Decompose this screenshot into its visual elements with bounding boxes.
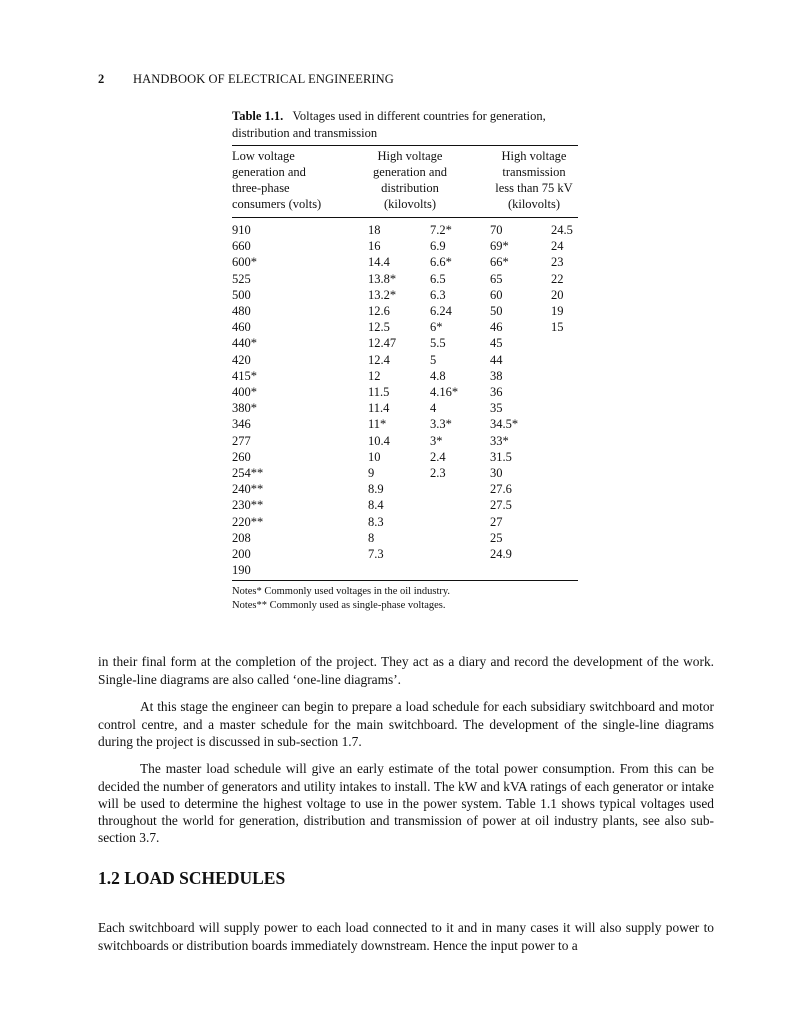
cell-hv-distribution-a: 10.4 — [368, 433, 390, 448]
cell-hv-distribution-a: 12.4 — [368, 352, 390, 367]
cell-hv-transmission-b: 15 — [551, 320, 564, 335]
cell-low-voltage: 277 — [232, 433, 251, 448]
cell-hv-distribution-a: 8.9 — [368, 482, 384, 497]
cell-hv-distribution-a: 8.4 — [368, 498, 384, 513]
cell-low-voltage: 525 — [232, 271, 251, 286]
cell-hv-distribution-b: 5.5 — [430, 336, 446, 351]
cell-hv-distribution-a: 13.8* — [368, 271, 397, 286]
cell-low-voltage: 480 — [232, 304, 251, 318]
cell-hv-distribution-a: 7.3 — [368, 547, 384, 561]
cell-hv-transmission-a: 31.5 — [490, 449, 512, 464]
column-header-hv-transmission — [482, 148, 586, 212]
cell-hv-transmission-a: 30 — [490, 466, 503, 480]
cell-hv-transmission-a: 25 — [490, 530, 503, 545]
cell-hv-distribution-a: 11.4 — [368, 401, 390, 416]
cell-hv-distribution-a: 8 — [368, 530, 375, 545]
cell-hv-transmission-a: 35 — [490, 401, 503, 416]
cell-hv-transmission-a: 27.5 — [490, 498, 512, 513]
table-notes — [232, 585, 450, 613]
cell-hv-distribution-b: 3* — [430, 433, 443, 448]
column-header-line: High voltage — [501, 149, 567, 163]
cell-low-voltage: 230** — [232, 498, 264, 513]
cell-low-voltage: 440* — [232, 336, 257, 351]
column-header-line: three-phase — [232, 181, 290, 195]
column-header-line: generation and — [232, 165, 306, 179]
cell-hv-distribution-b: 6.3 — [430, 287, 446, 302]
column-header-low-voltage — [232, 148, 362, 212]
table-caption-text: Voltages used in different countries for generation, distribution and transmission — [232, 109, 546, 140]
cell-hv-distribution-a: 9 — [368, 466, 375, 480]
body-paragraph: The master load schedule will give an early estimate of the total power consumption. From this can be decided the number of generators and utility intakes to install. The kW and kVA ratings of each generator or intake will be used to determine the highest voltage to use in the power system. Table 1.1 shows typical voltages used throughout the world for generation, distribution and transmission of power at oil industry plants, see also sub-section 3.7. — [98, 761, 714, 846]
cell-hv-transmission-b: 20 — [551, 287, 564, 302]
cell-hv-distribution-a: 12.47 — [368, 336, 397, 351]
cell-low-voltage: 500 — [232, 287, 251, 302]
column-header-line: transmission — [502, 165, 566, 179]
cell-low-voltage: 208 — [232, 530, 251, 545]
cell-low-voltage: 260 — [232, 449, 251, 464]
cell-hv-distribution-a: 16 — [368, 239, 381, 254]
cell-hv-transmission-a: 24.9 — [490, 547, 512, 561]
column-header-line: distribution — [381, 181, 439, 195]
running-title: HANDBOOK OF ELECTRICAL ENGINEERING — [133, 72, 394, 86]
cell-hv-transmission-a: 70 — [490, 223, 503, 237]
cell-hv-distribution-b: 2.3 — [430, 466, 446, 480]
table-header-rule — [232, 217, 578, 218]
cell-low-voltage: 415* — [232, 368, 257, 383]
cell-hv-distribution-a: 11* — [368, 417, 387, 432]
cell-hv-distribution-a: 11.5 — [368, 385, 390, 399]
cell-hv-transmission-b: 24.5 — [551, 223, 573, 237]
column-header-line: less than 75 kV — [495, 181, 573, 195]
cell-low-voltage: 660 — [232, 239, 251, 254]
cell-low-voltage: 910 — [232, 223, 251, 237]
cell-hv-distribution-a: 8.3 — [368, 514, 384, 529]
cell-hv-distribution-a: 18 — [368, 223, 381, 237]
cell-hv-transmission-a: 38 — [490, 368, 503, 383]
body-paragraph: in their final form at the completion of the project. They act as a diary and record the development of the work. Single-line diagrams are also called ‘one-line diagrams’. — [98, 654, 714, 687]
cell-hv-distribution-b: 4.16* — [430, 385, 459, 399]
cell-low-voltage: 190 — [232, 563, 251, 578]
cell-hv-transmission-a: 33* — [490, 433, 509, 448]
table-note: Notes* Commonly used voltages in the oil industry. — [232, 586, 451, 597]
cell-hv-distribution-b: 4.8 — [430, 368, 446, 383]
cell-hv-distribution-b: 6.5 — [430, 271, 446, 286]
cell-low-voltage: 220** — [232, 514, 264, 529]
cell-hv-transmission-a: 50 — [490, 304, 503, 318]
column-header-line: Low voltage — [232, 149, 295, 163]
cell-hv-distribution-b: 7.2* — [430, 223, 452, 237]
cell-hv-distribution-b: 3.3* — [430, 417, 452, 432]
table-top-rule — [232, 145, 578, 146]
cell-hv-distribution-b: 4 — [430, 401, 437, 416]
cell-hv-transmission-b: 24 — [551, 239, 564, 254]
cell-hv-transmission-a: 65 — [490, 271, 503, 286]
column-header-line: High voltage — [377, 149, 443, 163]
cell-low-voltage: 240** — [232, 482, 264, 497]
cell-hv-transmission-b: 23 — [551, 255, 564, 270]
column-header-line: (kilovolts) — [507, 197, 561, 211]
table-note: Notes** Commonly used as single-phase voltages. — [232, 600, 446, 611]
cell-hv-distribution-a: 12 — [368, 368, 381, 383]
cell-hv-distribution-a: 13.2* — [368, 287, 397, 302]
cell-hv-distribution-a: 10 — [368, 449, 381, 464]
column-header-hv-distribution — [354, 148, 466, 212]
cell-hv-distribution-b: 6* — [430, 320, 443, 335]
cell-low-voltage: 254** — [232, 466, 264, 480]
running-header — [98, 72, 394, 87]
body-paragraph: At this stage the engineer can begin to prepare a load schedule for each subsidiary switchboard and motor control centre, and a master schedule for the main switchboard. The development of the single-line diagrams during the project is discussed in sub-section 1.7. — [98, 699, 714, 749]
cell-hv-transmission-a: 44 — [490, 352, 503, 367]
cell-low-voltage: 400* — [232, 385, 257, 399]
page-number: 2 — [98, 72, 105, 86]
column-header-line: consumers (volts) — [232, 197, 322, 211]
table-caption — [232, 108, 580, 142]
body-paragraph: Each switchboard will supply power to each load connected to it and in many cases it will also supply power to switchboards or distribution boards immediately downstream. Hence the input power to a — [98, 920, 714, 953]
cell-hv-transmission-a: 66* — [490, 255, 509, 270]
cell-hv-distribution-b: 6.9 — [430, 239, 446, 254]
cell-low-voltage: 200 — [232, 547, 251, 561]
column-header-line: generation and — [373, 165, 447, 179]
cell-hv-transmission-a: 34.5* — [490, 417, 519, 432]
table-caption-label: Table 1.1. — [232, 109, 284, 123]
cell-hv-distribution-a: 12.6 — [368, 304, 390, 318]
cell-hv-transmission-a: 46 — [490, 320, 503, 335]
cell-hv-distribution-b: 6.24 — [430, 304, 452, 318]
cell-low-voltage: 460 — [232, 320, 251, 335]
table-bottom-rule — [232, 580, 578, 581]
cell-hv-transmission-a: 45 — [490, 336, 503, 351]
cell-low-voltage: 420 — [232, 352, 251, 367]
cell-hv-transmission-a: 27 — [490, 514, 503, 529]
cell-hv-distribution-b: 6.6* — [430, 255, 452, 270]
section-heading: 1.2 LOAD SCHEDULES — [98, 868, 286, 888]
cell-hv-transmission-b: 22 — [551, 271, 564, 286]
cell-hv-distribution-a: 14.4 — [368, 255, 390, 270]
cell-hv-distribution-a: 12.5 — [368, 320, 390, 335]
cell-hv-transmission-a: 27.6 — [490, 482, 512, 497]
cell-low-voltage: 600* — [232, 255, 257, 270]
cell-hv-distribution-b: 5 — [430, 352, 437, 367]
cell-low-voltage: 380* — [232, 401, 257, 416]
column-header-line: (kilovolts) — [383, 197, 437, 211]
cell-hv-transmission-b: 19 — [551, 304, 564, 318]
cell-hv-transmission-a: 36 — [490, 385, 503, 399]
cell-hv-distribution-b: 2.4 — [430, 449, 446, 464]
cell-hv-transmission-a: 60 — [490, 287, 503, 302]
cell-hv-transmission-a: 69* — [490, 239, 509, 254]
cell-low-voltage: 346 — [232, 417, 251, 432]
